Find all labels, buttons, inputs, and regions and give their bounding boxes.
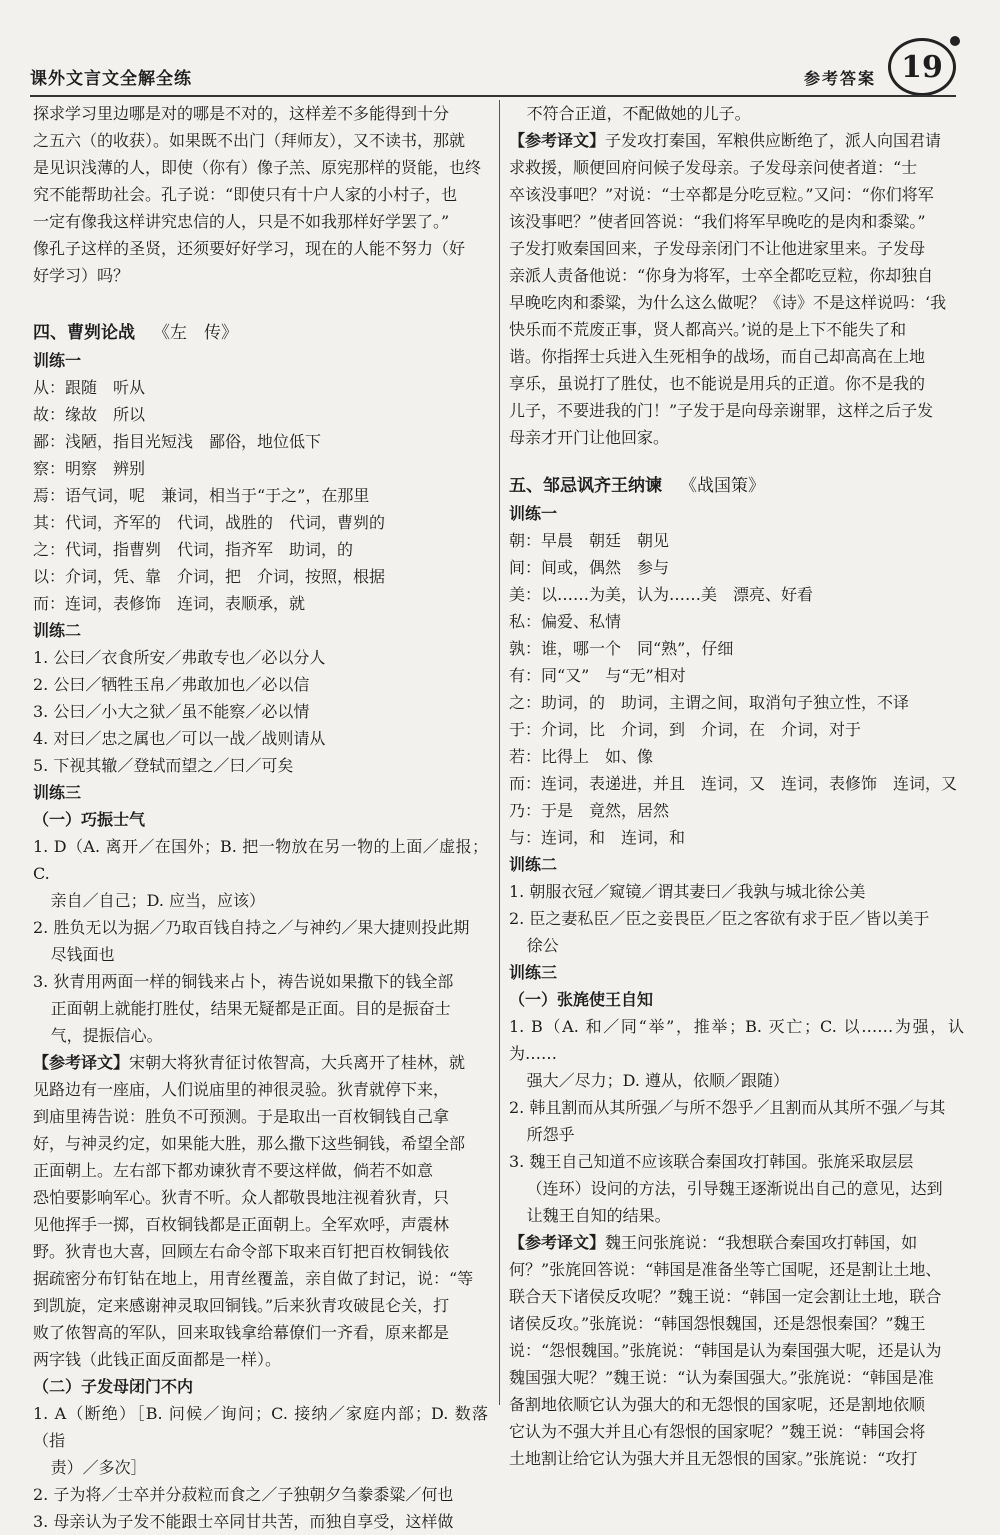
text-line: 像孔子这样的圣贤，还须要好好学习，现在的人能不努力（好 (33, 239, 466, 258)
answer-line: （连环）设问的方法，引导魏王逐渐说出自己的意见，达到 (526, 1179, 943, 1198)
text-line: 见路边有一座庙，人们说庙里的神很灵验。狄青就停下来， (33, 1080, 450, 1099)
reference-label: 【参考译文】 (509, 131, 606, 150)
intro-paragraph (33, 100, 488, 289)
text-line: 母亲才开门让他回家。 (509, 428, 670, 447)
answer-line: 亲自／自己；D. 应当，应该） (50, 891, 266, 910)
text-line: 土地割让给它认为强大并且无怨恨的国家。”张旄说：“攻打 (509, 1449, 918, 1468)
text-line: 是见识浅薄的人，即使（你有）像子羔、原宪那样的贤能，也终 (33, 158, 482, 177)
answer-line: 让魏王自知的结果。 (526, 1206, 671, 1225)
answer-line: 故：缘故 所以 (33, 405, 146, 424)
answer-line: 有：同“又” 与“无”相对 (509, 666, 686, 685)
answer-line: 2. 胜负无以为据／乃取百钱自持之／与神约／果大捷则投此期 (33, 918, 470, 937)
text-line: 备割地依顺它认为强大的和无怨恨的国家呢，还是割地依顺 (509, 1395, 926, 1414)
book-title: 课外文言文全解全练 (30, 69, 192, 89)
answer-line: 于：介词，比 介词，到 介词，在 介词，对于 (509, 720, 862, 739)
text-line: 魏国强大呢？”魏王说：“认为秦国强大。”张旄说：“韩国是准 (509, 1368, 934, 1387)
passage-title: （二）子发母闭门不内 (33, 1377, 194, 1396)
answer-line: 3. 母亲认为子发不能跟士卒同甘共苦，而独自享受，这样做 (33, 1512, 454, 1531)
answer-line: 之：助词，的 助词，主谓之间，取消句子独立性，不译 (509, 693, 910, 712)
text-line: 谐。你指挥士兵进入生死相争的战场，而自己却高高在上地 (509, 347, 926, 366)
reference-label: 【参考译文】 (509, 1233, 606, 1252)
text-line: 【参考译文】魏王问张旄说：“我想联合秦国攻打韩国，如 (509, 1233, 918, 1252)
answer-line: 私：偏爱、私情 (509, 612, 622, 631)
text-line: 两字钱（此钱正面反面都是一样）。 (33, 1350, 282, 1369)
answer-line: 1. A（断绝）［B. 问候／询问；C. 接纳／家庭内部；D. 数落（指 (33, 1404, 488, 1450)
answer-line: 而：连词，表递进，并且 连词，又 连词，表修饰 连词，又 (509, 774, 958, 793)
text-line: 野。狄青也大喜，回顾左右命令部下取来百钉把百枚铜钱依 (33, 1242, 450, 1261)
section-title-5 (509, 473, 964, 500)
training-label: 训练二 (33, 621, 82, 640)
section-title-text: 五、邹忌讽齐王纳谏 (509, 476, 662, 496)
answer-line: 徐公 (526, 936, 559, 955)
section-source: 《战国策》 (680, 476, 765, 496)
answer-line: 5. 下视其辙／登轼而望之／曰／可矣 (33, 756, 294, 775)
header-rule (30, 95, 956, 97)
reference-translation (509, 127, 964, 451)
page-number-dot (950, 36, 960, 46)
answer-line: 从：跟随 听从 (33, 378, 146, 397)
answer-line: 强大／尽力；D. 遵从，依顺／跟随） (526, 1071, 790, 1090)
text-line: 儿子，不要进我的门！”子发于是向母亲谢罪，这样之后子发 (509, 401, 934, 420)
answer-line: 而：连词，表修饰 连词，表顺承，就 (33, 594, 306, 613)
answer-line: 4. 对曰／忠之属也／可以一战／战则请从 (33, 729, 326, 748)
text-line: 正面朝上。左右部下都劝谏狄青不要这样做，倘若不如意 (33, 1161, 434, 1180)
text-line: 好，与神灵约定，如果能大胜，那么撒下这些铜钱，希望全部 (33, 1134, 466, 1153)
section-label: 参考答案 (803, 69, 876, 88)
text-line: 究不能帮助社会。孔子说：“即使只有十户人家的小村子，也 (33, 185, 458, 204)
answer-line: 3. 狄青用两面一样的铜钱来占卜，祷告说如果撒下的钱全部 (33, 972, 454, 991)
text-line: 好学习）吗？ (33, 266, 130, 285)
training-label: 训练三 (509, 963, 558, 982)
answer-line: 察：明察 辨别 (33, 459, 146, 478)
training-label: 训练一 (33, 351, 82, 370)
answer-line: 2. 臣之妻私臣／臣之妾畏臣／臣之客欲有求于臣／皆以美于 (509, 909, 930, 928)
answer-line: 不符合正道，不配做她的儿子。 (526, 104, 751, 123)
answer-line: 美：以……为美，认为……美 漂亮、好看 (509, 585, 814, 604)
text-line: 求救援，顺便回府问候子发母亲。子发母亲问使者道：“士 (509, 158, 918, 177)
text-line: 到凯旋，定来感谢神灵取回铜钱。”后来狄青攻破昆仑关，打 (33, 1296, 450, 1315)
answer-line: 1. 朝服衣冠／窥镜／谓其妻曰／我孰与城北徐公美 (509, 882, 866, 901)
text-line: 子发打败秦国回来，子发母亲闭门不让他进家里来。子发母 (509, 239, 926, 258)
answer-line: 3. 公曰／小大之狱／虽不能察／必以情 (33, 702, 310, 721)
answer-line: 乃：于是 竟然，居然 (509, 801, 670, 820)
answer-line: 正面朝上就能打胜仗，结果无疑都是正面。目的是振奋士 (50, 999, 451, 1018)
answer-line: 1. D（A. 离开／在国外；B. 把一物放在另一物的上面／虚报；C. (33, 837, 488, 883)
answer-line: 1. 公曰／衣食所安／弗敢专也／必以分人 (33, 648, 326, 667)
text-line: 诸侯反攻。”张旄说：“韩国怨恨魏国，还是怨恨秦国？”魏王 (509, 1314, 926, 1333)
section-source: 《左 传》 (153, 323, 238, 343)
answer-line: 尽钱面也 (50, 945, 115, 964)
left-column (33, 100, 488, 1535)
answer-line: 之：代词，指曹刿 代词，指齐军 助词，的 (33, 540, 354, 559)
text-line: 到庙里祷告说：胜负不可预测。于是取出一百枚铜钱自己拿 (33, 1107, 450, 1126)
reference-label: 【参考译文】 (33, 1053, 130, 1072)
answer-line: 2. 子为将／士卒并分菽粒而食之／子独朝夕刍豢黍粱／何也 (33, 1485, 454, 1504)
text-line: 一定有像我这样讲究忠信的人，只是不如我那样好学罢了。” (33, 212, 450, 231)
page-header (30, 49, 956, 94)
text-line: 早晚吃肉和黍粱，为什么这么做呢？《诗》不是这样说吗：‘我 (509, 293, 947, 312)
passage-title: （一）张旄使王自知 (509, 990, 654, 1009)
answer-line: 以：介词，凭、靠 介词，把 介词，按照，根据 (33, 567, 386, 586)
answer-line: 孰：谁，哪一个 同“熟”，仔细 (509, 639, 734, 658)
text-line: 恐怕要影响军心。狄青不听。众人都敬畏地注视着狄青，只 (33, 1188, 450, 1207)
answer-line: 所怨乎 (526, 1125, 575, 1144)
text-line: 亲派人责备他说：“你身为将军，士卒全都吃豆粒，你却独自 (509, 266, 934, 285)
text-line: 探求学习里边哪是对的哪是不对的，这样差不多能得到十分 (33, 104, 450, 123)
answer-line: 1. B（A. 和／同“举”，推举；B. 灭亡；C. 以……为强，认为…… (509, 1017, 964, 1063)
training-label: 训练一 (509, 504, 558, 523)
answer-line: 与：连词，和 连词，和 (509, 828, 686, 847)
page-number: 19 (888, 38, 956, 96)
reference-translation (33, 1049, 488, 1373)
text-line: 据疏密分布钉钻在地上，用青丝覆盖，亲自做了封记，说：“等 (33, 1269, 474, 1288)
answer-line: 若：比得上 如、像 (509, 747, 654, 766)
section-title-text: 四、曹刿论战 (33, 323, 135, 343)
training-label: 训练二 (509, 855, 558, 874)
answer-line: 2. 公曰／牺牲玉帛／弗敢加也／必以信 (33, 675, 310, 694)
right-column (509, 100, 964, 1472)
answer-line: 间：间或，偶然 参与 (509, 558, 670, 577)
answer-line: 气，提振信心。 (50, 1026, 163, 1045)
text-line: 联合天下诸侯反攻呢？”魏王说：“韩国一定会割让土地，联合 (509, 1287, 942, 1306)
answer-line: 鄙：浅陋，指目光短浅 鄙俗，地位低下 (33, 432, 322, 451)
answer-line: 2. 韩且割而从其所强／与所不怨乎／且割而从其所不强／与其 (509, 1098, 946, 1117)
text-line: 败了侬智高的军队，回来取钱拿给幕僚们一齐看，原来都是 (33, 1323, 450, 1342)
passage-title: （一）巧振士气 (33, 810, 146, 829)
answer-line: 3. 魏王自己知道不应该联合秦国攻打韩国。张旄采取层层 (509, 1152, 914, 1171)
text-line: 何？”张旄回答说：“韩国是准备坐等亡国呢，还是割让土地、 (509, 1260, 942, 1279)
text-line: 【参考译文】子发攻打秦国，军粮供应断绝了，派人向国君请 (509, 131, 942, 150)
text-line: 之五六（的收获）。如果既不出门（拜师友），又不读书，那就 (33, 131, 466, 150)
text-line: 卒该没事吧？”对说：“士卒都是分吃豆粒。”又问：“你们将军 (509, 185, 934, 204)
text-line: 【参考译文】宋朝大将狄青征讨侬智高，大兵离开了桂林，就 (33, 1053, 466, 1072)
text-line: 快乐而不荒废正事，贤人都高兴。’说的是上下不能失了和 (509, 320, 907, 339)
training-label: 训练三 (33, 783, 82, 802)
text-line: 说：“怨恨魏国。”张旄说：“韩国是认为秦国强大呢，还是认为 (509, 1341, 942, 1360)
answer-line: 焉：语气词，呢 兼词，相当于“于之”，在那里 (33, 486, 370, 505)
section-title-4 (33, 320, 488, 347)
text-line: 享乐，虽说打了胜仗，也不能说是用兵的正道。你不是我的 (509, 374, 926, 393)
answer-line: 责）／多次］ (50, 1458, 147, 1477)
column-divider (499, 100, 500, 1405)
reference-translation (509, 1229, 964, 1472)
answer-line: 其：代词，齐军的 代词，战胜的 代词，曹刿的 (33, 513, 386, 532)
text-line: 该没事吧？”使者回答说：“我们将军早晚吃的是肉和黍粱。” (509, 212, 926, 231)
answer-line: 朝：早晨 朝廷 朝见 (509, 531, 670, 550)
text-line: 见他挥手一掷，百枚铜钱都是正面朝上。全军欢呼，声震林 (33, 1215, 450, 1234)
text-line: 它认为不强大并且心有怨恨的国家呢？”魏王说：“韩国会将 (509, 1422, 926, 1441)
